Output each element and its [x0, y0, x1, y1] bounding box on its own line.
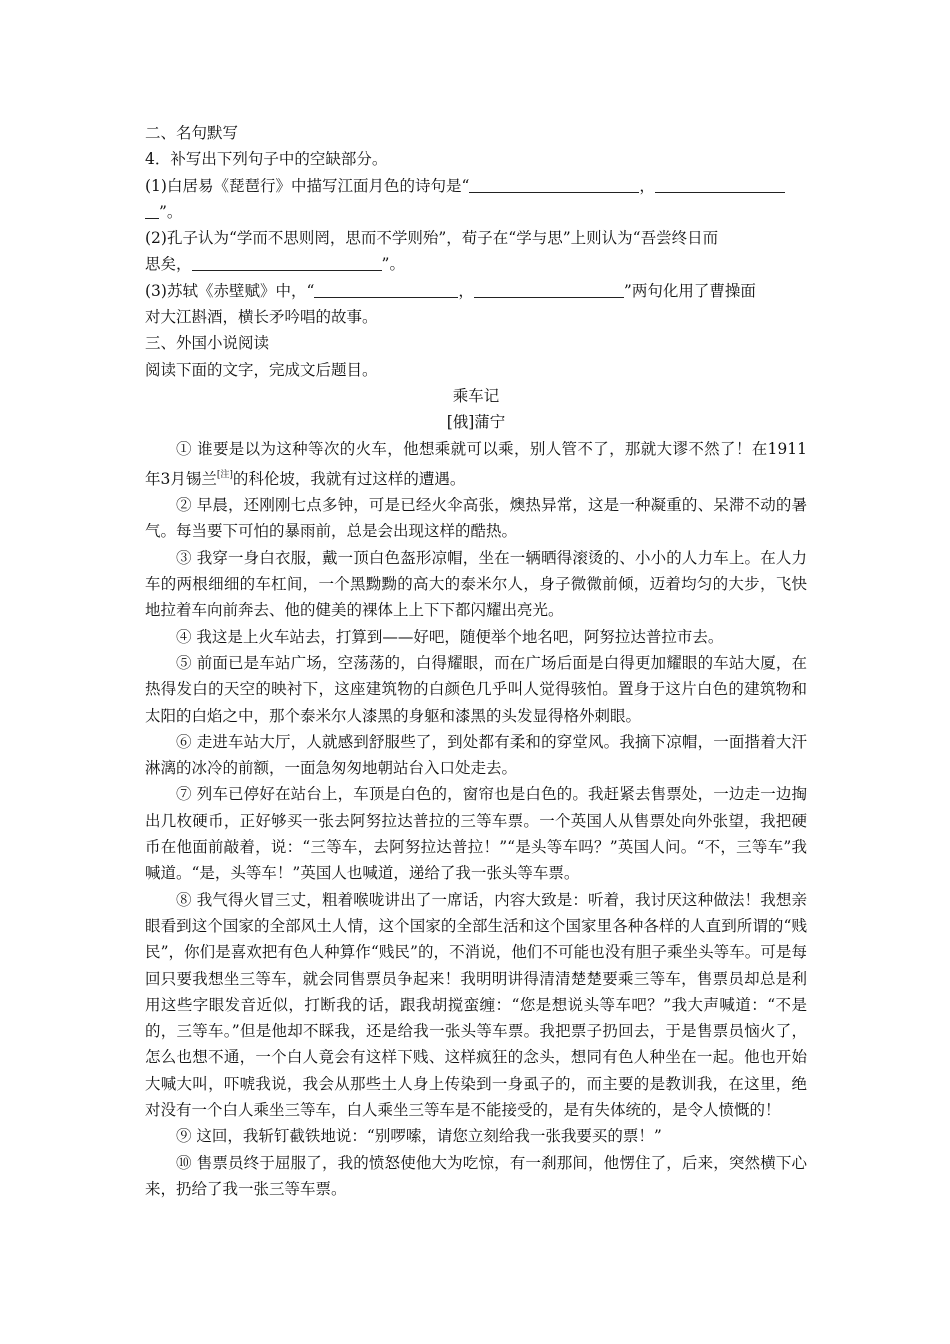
- question-4-3-cont: 对大江斟酒，横长矛吟唱的故事。: [145, 308, 378, 327]
- story-author: [俄]蒲宁: [446, 413, 506, 432]
- paragraph-10: ⑩ 售票员终于屈服了，我的愤怒使他大为吃惊，有一刹那间，他愣住了，后来，突然横下心来，扔给了我一张三等车票。: [145, 1153, 807, 1198]
- paragraph-4: ④ 我这是上火车站去，打算到——好吧，随便举个地名吧，阿努拉达普拉市去。: [176, 627, 724, 646]
- section-title-reading: 三、外国小说阅读: [145, 334, 270, 353]
- section-title-poetry: 二、名句默写: [145, 124, 239, 142]
- paragraph-7: ⑦ 列车已停好在站台上，车顶是白色的，窗帘也是白色的。我赶紧去售票处，一边走一边掏出几枚硬币，正好够买一张去阿努拉达普拉的三等车票。一个英国人从售票处向外张望，我把硬币在他面前敲着，说：“三等车，去阿努拉达普拉！”“是头等车吗？”英国人问。“不，三等车”我喊道。“是，头等车！”英国人也喊道，递给了我一张头等车票。: [145, 785, 807, 883]
- reading-instruction: 阅读下面的文字，完成文后题目。: [145, 360, 378, 379]
- blank-4-1-b[interactable]: [655, 176, 785, 193]
- paragraph-3: ③ 我穿一身白衣服，戴一顶白色盔形凉帽，坐在一辆晒得滚烫的、小小的人力车上。在人力车的两根细细的车杠间，一个黑黝黝的高大的泰米尔人，身子微微前倾，迈着均匀的大步，飞快地拉着车向前奔去、他的健美的裸体上上下下都闪耀出亮光。: [145, 548, 807, 620]
- paragraph-1: ① 谁要是以为这种等次的火车，他想乘就可以乘，别人管不了，那就大谬不然了！在1911年3月锡兰[注]的科伦坡，我就有过这样的遭遇。: [145, 439, 807, 488]
- paragraph-5: ⑤ 前面已是车站广场，空荡荡的，白得耀眼，而在广场后面是白得更加耀眼的车站大厦，在热得发白的天空的映衬下，这座建筑物的白颜色几乎叫人觉得骇怕。置身于这片白色的建筑物和太阳的白焰之中，那个泰米尔人漆黑的身躯和漆黑的头发显得格外刺眼。: [145, 653, 807, 725]
- blank-4-3-a[interactable]: [314, 281, 458, 298]
- paragraph-8: ⑧ 我气得火冒三丈，粗着喉咙讲出了一席话，内容大致是：听着，我讨厌这种做法！我想亲眼看到这个国家的全部风土人情，这个国家的全部生活和这个国家里各种各样的人直到所谓的“贱民”，你们是喜欢把有色人种算作“贱民”的，不消说，他们不可能也没有胆子乘坐头等车。可是每回只要我想坐三等车，就会同售票员争起来！我明明讲得清清楚楚要乘三等车，售票员却总是利用这些字眼发音近似，打断我的话，跟我胡搅蛮缠：“您是想说头等车吧？”我大声喊道：“不是的，三等车。”但是他却不睬我，还是给我一张头等车票。我把票子扔回去，于是售票员恼火了，怎么也想不通，一个白人竟会有这样下贱、这样疯狂的念头，想同有色人种坐在一起。他也开始大喊大叫，吓唬我说，我会从那些土人身上传染到一身虱子的，而主要的是教训我，在这里，绝对没有一个白人乘坐三等车，白人乘坐三等车是不能接受的，是有失体统的，是令人愤慨的！: [145, 890, 807, 1119]
- story-title: 乘车记: [452, 386, 500, 405]
- question-4-2-cont: 思矣， ”。: [145, 255, 405, 274]
- question-4-2: (2)孔子认为“学而不思则罔，思而不学则殆”，荀子在“学与思”上则认为“吾尝终日而: [145, 229, 719, 248]
- document-page: [145, 120, 807, 1202]
- blank-4-3-b[interactable]: [474, 281, 624, 298]
- question-4-1: (1)白居易《琵琶行》中描写江面月色的诗句是“ ，: [145, 173, 807, 199]
- question-4-1-cont: ”。: [145, 199, 807, 225]
- paragraph-2: ② 早晨，还刚刚七点多钟，可是已经火伞高张，燠热异常，这是一种凝重的、呆滞不动的暑气。每当要下可怕的暴雨前，总是会出现这样的酷热。: [145, 496, 807, 541]
- blank-4-2[interactable]: [192, 254, 382, 271]
- paragraph-6: ⑥ 走进车站大厅，人就感到舒服些了，到处都有柔和的穿堂风。我摘下凉帽，一面揩着大汗淋漓的冰冷的前额，一面急匆匆地朝站台入口处走去。: [145, 732, 807, 778]
- footnote-marker[interactable]: [注]: [216, 469, 233, 480]
- question-4-3: (3)苏轼《赤壁赋》中，“ ， ”两句化用了曹操面: [145, 281, 756, 300]
- paragraph-9: ⑨ 这回，我斩钉截铁地说：“别啰嗦，请您立刻给我一张我要买的票！”: [176, 1127, 662, 1146]
- blank-4-1-a[interactable]: [469, 176, 639, 193]
- question-4-stem: 4．补写出下列句子中的空缺部分。: [145, 150, 388, 169]
- blank-4-1-b-cont[interactable]: [145, 202, 159, 219]
